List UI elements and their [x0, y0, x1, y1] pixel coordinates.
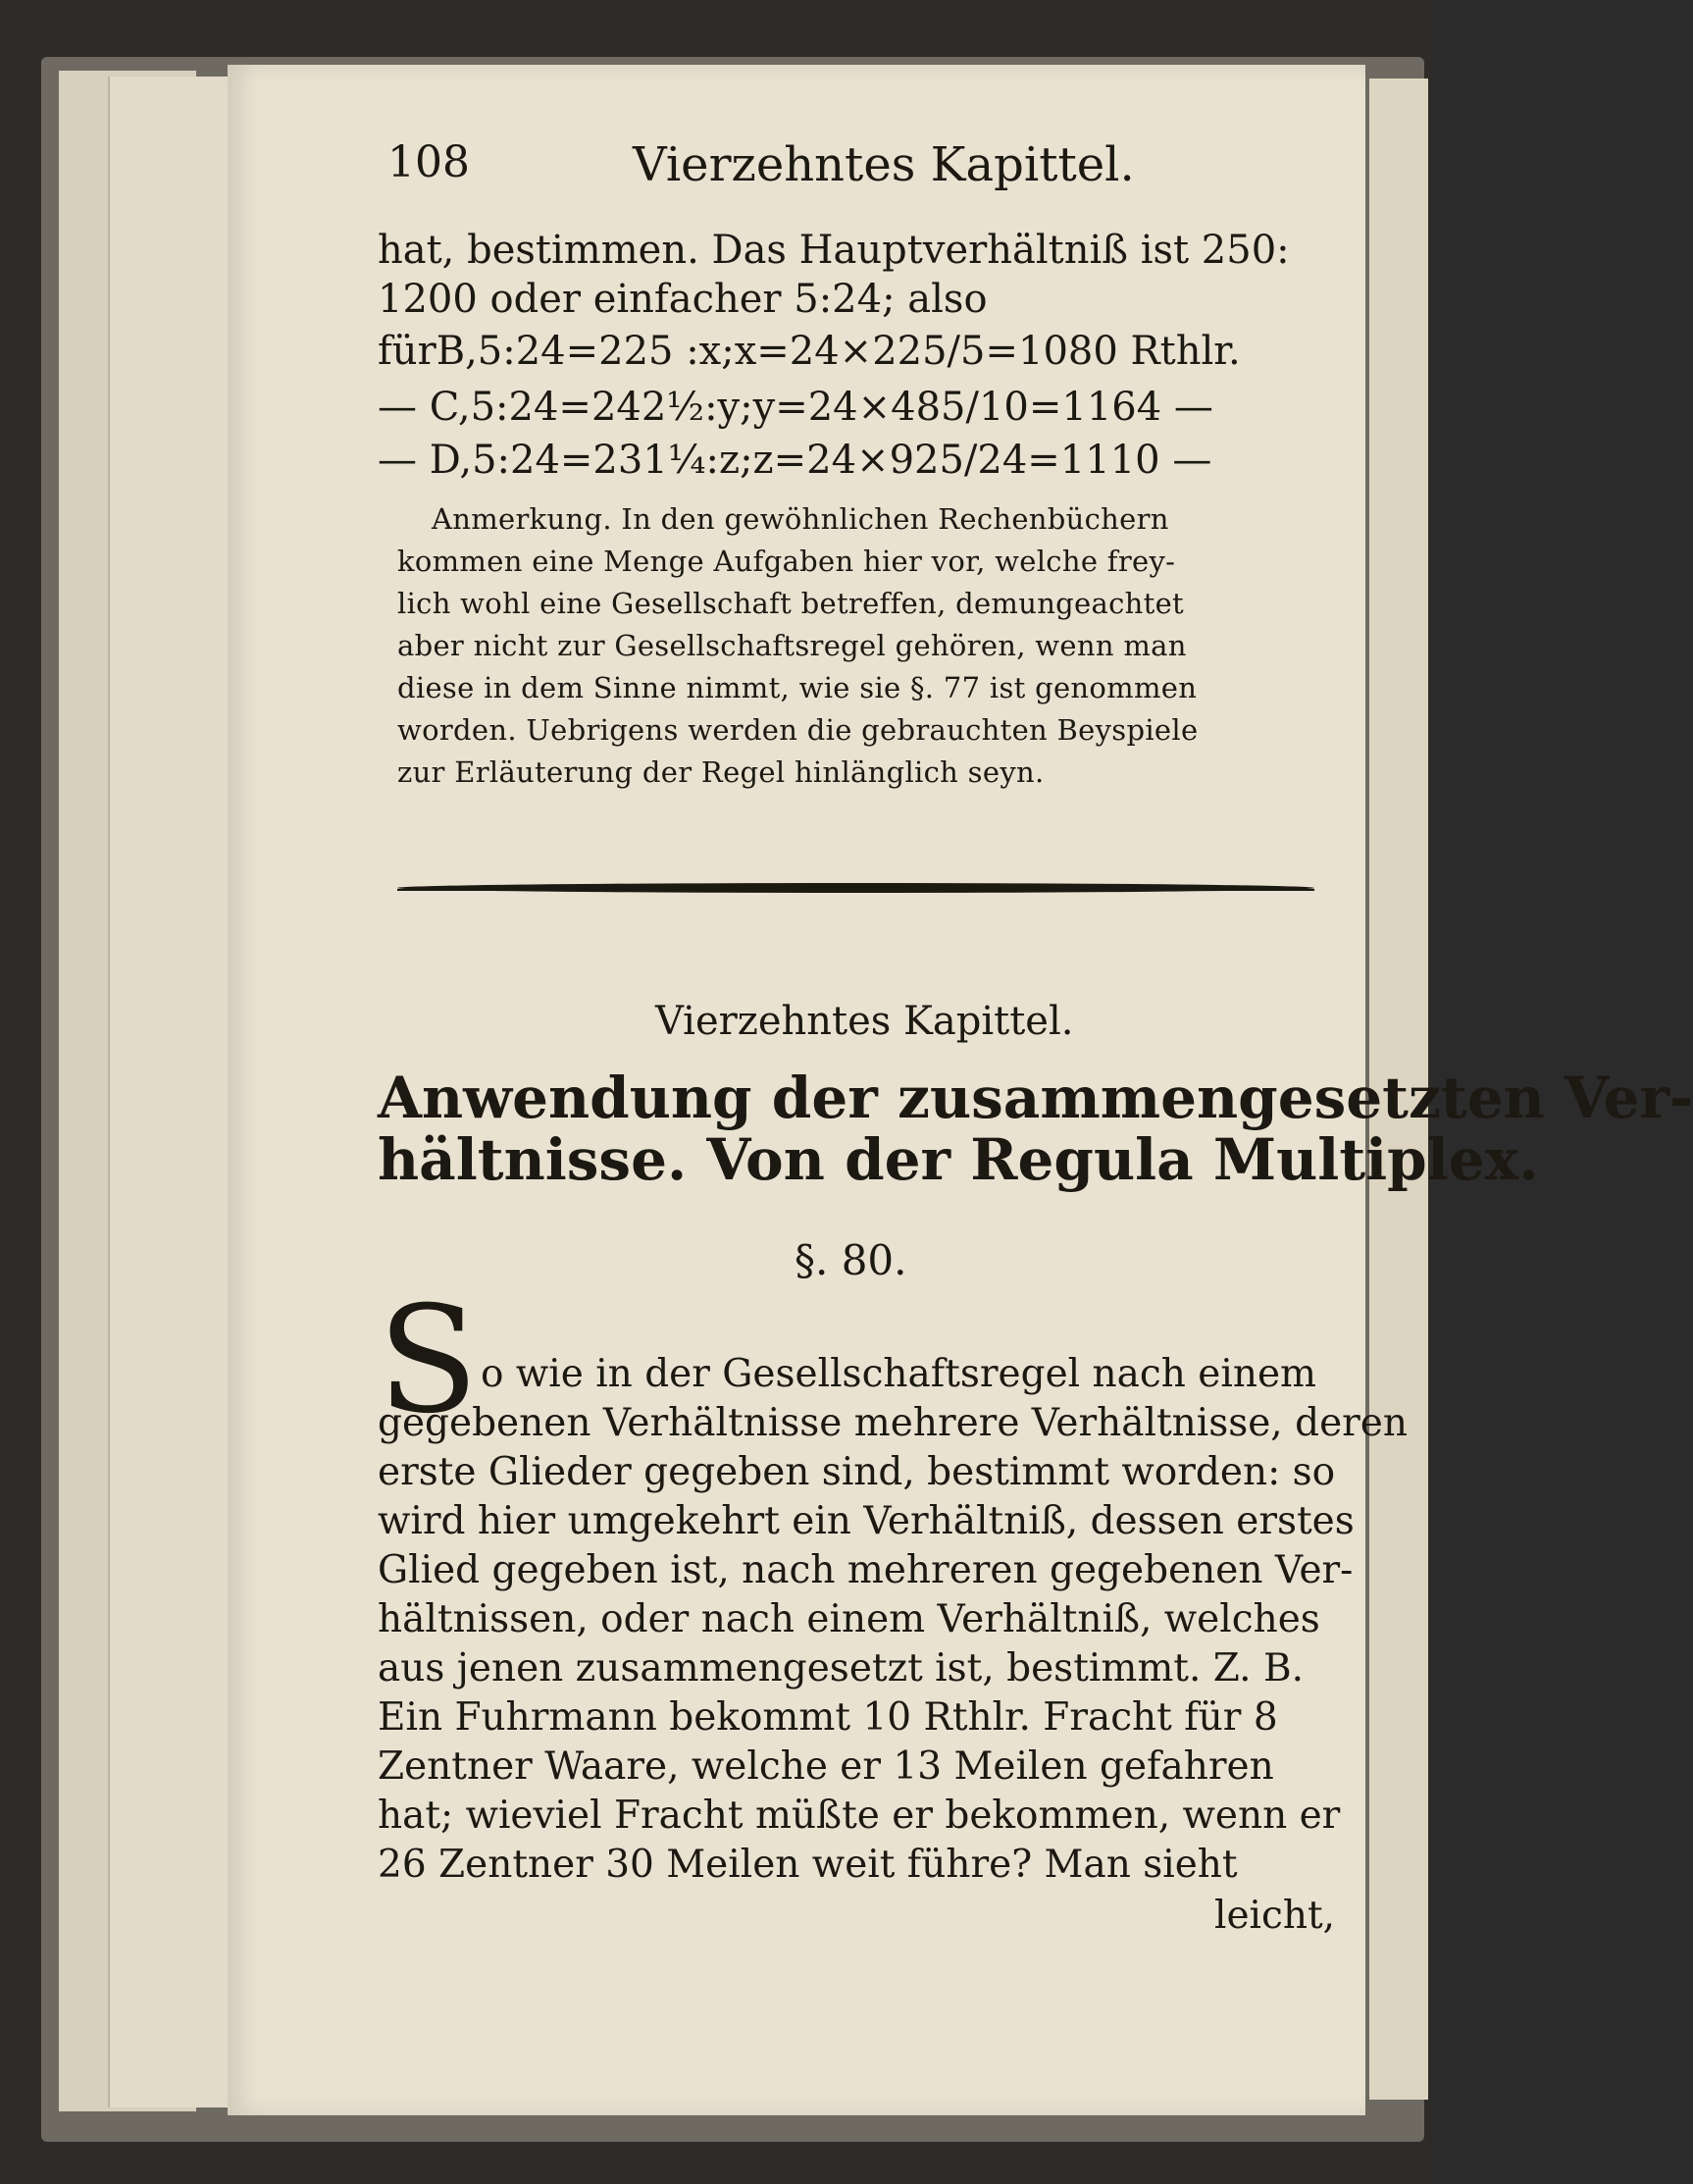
- chapter-label: Vierzehntes Kapittel.: [655, 999, 1074, 1044]
- page-number: 108: [387, 137, 470, 187]
- ornamental-rule-line: [397, 889, 1314, 891]
- body-line: o wie in der Gesellschaftsregel nach einem: [481, 1352, 1317, 1396]
- note-line: worden. Uebrigens werden die gebrauchten Beyspiele: [397, 713, 1199, 747]
- body-line: hältnissen, oder nach einem Verhältniß, welches: [378, 1597, 1320, 1641]
- equation-line: fürB,5:24=225 :x;x=24×225/5=1080 Rthlr.: [378, 329, 1241, 374]
- note-line: Anmerkung. In den gewöhnlichen Rechenbüchern: [432, 502, 1169, 536]
- equation-line: — C,5:24=242½:y;y=24×485/10=1164 —: [378, 385, 1213, 430]
- page-stack-edge-inner: [108, 77, 228, 2107]
- equation-line: — D,5:24=231¼:z;z=24×925/24=1110 —: [378, 438, 1212, 483]
- body-line: Ein Fuhrmann bekommt 10 Rthlr. Fracht für 8: [378, 1695, 1278, 1740]
- body-line: hat; wieviel Fracht müßte er bekommen, wenn er: [378, 1794, 1341, 1838]
- body-line: 26 Zentner 30 Meilen weit führe? Man sieht: [378, 1843, 1238, 1887]
- drop-cap: S: [378, 1275, 479, 1446]
- note-line: lich wohl eine Gesellschaft betreffen, demungeachtet: [397, 587, 1184, 620]
- chapter-title-line2: hältnisse. Von der Regula Multiplex.: [378, 1126, 1539, 1193]
- section-heading: §. 80.: [795, 1236, 907, 1284]
- text-line: hat, bestimmen. Das Hauptverhältniß ist 250:: [378, 228, 1290, 273]
- note-line: kommen eine Menge Aufgaben hier vor, welche frey-: [397, 545, 1176, 578]
- text-line: 1200 oder einfacher 5:24; also: [378, 277, 988, 322]
- catchword: leicht,: [1214, 1894, 1336, 1938]
- running-title: Vierzehntes Kapittel.: [633, 137, 1135, 192]
- body-line: Glied gegeben ist, nach mehreren gegebenen Ver-: [378, 1548, 1354, 1592]
- body-line: aus jenen zusammengesetzt ist, bestimmt. Z. B.: [378, 1646, 1305, 1690]
- chapter-title-line1: Anwendung der zusammengesetzten Ver-: [378, 1065, 1693, 1131]
- note-line: zur Erläuterung der Regel hinlänglich seyn.: [397, 755, 1045, 789]
- body-line: erste Glieder gegeben sind, bestimmt worden: so: [378, 1450, 1336, 1494]
- note-line: aber nicht zur Gesellschaftsregel gehören, wenn man: [397, 629, 1187, 662]
- note-line: diese in dem Sinne nimmt, wie sie §. 77 ist genommen: [397, 671, 1198, 704]
- ornamental-rule: [397, 883, 1314, 893]
- body-line: wird hier umgekehrt ein Verhältniß, dessen erstes: [378, 1499, 1355, 1543]
- body-line: Zentner Waare, welche er 13 Meilen gefahren: [378, 1744, 1274, 1789]
- body-line: gegebenen Verhältnisse mehrere Verhältnisse, deren: [378, 1401, 1408, 1445]
